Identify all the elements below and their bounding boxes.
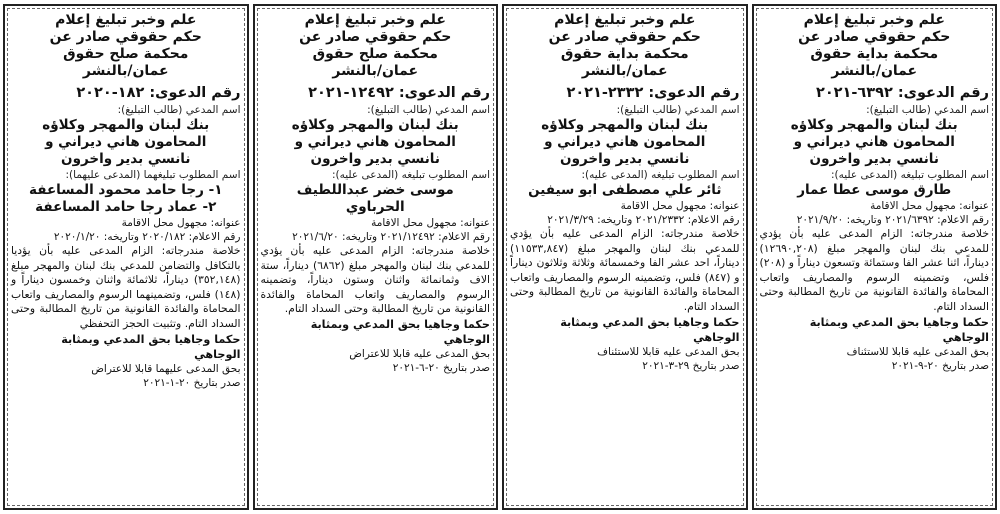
verdict-text: حكما وجاهيا بحق المدعي وبمثابة الوجاهي bbox=[560, 315, 740, 344]
notice-reference: رقم الاعلام: ٢٠٢١/٢٣٣٢ وتاريخه: ٢٠٢١/٣/٢٩ bbox=[547, 214, 740, 226]
issue-date: صدر بتاريخ ٢٠-٦-٢٠٢١ bbox=[392, 361, 490, 374]
notice-header: علم وخبر تبليغ إعلام حكم حقوقي صادر عن محكمة بداية حقوق عمان/بالنشر bbox=[548, 12, 701, 79]
plaintiff-label: اسم المدعي (طالب التبليغ): bbox=[616, 104, 740, 116]
plaintiff-name: بنك لبنان والمهجر وكلاؤه المحامون هاني ديراني و نانسي بدير واخرون bbox=[42, 117, 210, 167]
appeal-text: بحق المدعى عليهما قابلا للاعتراض bbox=[91, 362, 241, 375]
notice-card bbox=[502, 4, 748, 510]
address: عنوانه: مجهول محل الاقامة bbox=[371, 217, 490, 229]
defendant-label: اسم المطلوب تبليغه (المدعى عليه): bbox=[581, 169, 740, 181]
verdict-text: حكما وجاهيا بحق المدعي وبمثابة الوجاهي bbox=[61, 332, 241, 361]
issue-date: صدر بتاريخ ٢٠-١-٢٠٢١ bbox=[143, 376, 241, 389]
notice-reference: رقم الاعلام: ٢٠٢١/١٢٤٩٢ وتاريخه: ٢٠٢١/٦/٢٠ bbox=[292, 231, 490, 243]
summary-text: خلاصة مندرجاته: الزام المدعى عليه بأن يؤدي للمدعي بنك لبنان والمهجر مبلغ (٦٨٦٢) ديناراً، ستة الاف وثمانمائة واثنان وستون ديناراً، وتضمينه الرسوم والمصاريف واتعاب المحاماة والفائدة القانونية من تاريخ المطالبة وحتى السداد التام. bbox=[260, 244, 490, 316]
notice-card bbox=[752, 4, 998, 510]
plaintiff-name: بنك لبنان والمهجر وكلاؤه المحامون هاني ديراني و نانسي بدير واخرون bbox=[790, 117, 958, 167]
issue-date: صدر بتاريخ ٢٩-٣-٢٠٢١ bbox=[642, 359, 740, 372]
verdict-text: حكما وجاهيا بحق المدعي وبمثابة الوجاهي bbox=[809, 315, 989, 344]
plaintiff-label: اسم المدعي (طالب التبليغ): bbox=[866, 104, 989, 116]
notice-card bbox=[253, 4, 499, 510]
case-number: رقم الدعوى: ٦٣٩٢-٢٠٢١ bbox=[815, 85, 989, 101]
appeal-text: بحق المدعى عليه قابلا للاعتراض bbox=[349, 347, 490, 360]
case-number: رقم الدعوى: ١٨٢-٢٠٢٠ bbox=[76, 85, 241, 101]
notice-reference: رقم الاعلام: ٢٠٢١/٦٣٩٢ وتاريخه: ٢٠٢١/٩/٢٠ bbox=[796, 214, 989, 226]
notice-header: علم وخبر تبليغ إعلام حكم حقوقي صادر عن محكمة صلح حقوق عمان/بالنشر bbox=[49, 12, 202, 79]
plaintiff-label: اسم المدعي (طالب التبليغ): bbox=[367, 104, 490, 116]
appeal-text: بحق المدعى عليه قابلا للاستئناف bbox=[846, 345, 989, 358]
defendant-name: طارق موسى عطا عمار bbox=[797, 182, 952, 198]
summary-text: خلاصة مندرجاته: الزام المدعى عليه بأن يؤدي للمدعي بنك لبنان والمهجر مبلغ (١١٥٣٣,٨٤٧) ديناراً، احد عشر الفا وخمسمائة وثلاثة وثلاثون ديناراً و (٨٤٧) فلس، وتضمينه الرسوم والمصاريف واتعاب المحاماة والفائدة القانونية من تاريخ المطالبة وحتى السداد التام. bbox=[510, 227, 740, 313]
notice-header: علم وخبر تبليغ إعلام حكم حقوقي صادر عن محكمة بداية حقوق عمان/بالنشر bbox=[798, 12, 951, 79]
summary-text: خلاصة مندرجاته: الزام المدعى عليه بأن يؤديا بالتكافل والتضامن للمدعي بنك لبنان والمهجر مبلغ (٣٥٢,١٤٨) ديناراً، ثلاثمائة واثنان وخمسون ديناراً و (١٤٨) فلس، وتضمينهما الرسوم والمصاريف واتعاب المحاماة والفائدة القانونية من تاريخ المطالبة وحتى السداد التام. وتثبيت الحجز التحفظي bbox=[11, 244, 241, 330]
summary-text: خلاصة مندرجاته: الزام المدعى عليه بأن يؤدي للمدعي بنك لبنان والمهجر مبلغ (١٢٦٩٠,٢٠٨) ديناراً، اثنا عشر الفا وستمائة وتسعون ديناراً و (٢٠٨) فلس، وتضمينه الرسوم والمصاريف واتعاب المحاماة والفائدة القانونية من تاريخ المطالبة وحتى السداد التام. bbox=[759, 227, 989, 313]
defendant-label: اسم المطلوب تبليغهما (المدعى عليهما): bbox=[65, 169, 241, 181]
appeal-text: بحق المدعى عليه قابلا للاستئناف bbox=[597, 345, 740, 358]
issue-date: صدر بتاريخ ٢٠-٩-٢٠٢١ bbox=[891, 359, 989, 372]
defendant-name: ثائر علي مصطفى ابو سيفين bbox=[528, 182, 722, 198]
address: عنوانه: مجهول محل الاقامة bbox=[121, 217, 241, 229]
plaintiff-label: اسم المدعي (طالب التبليغ): bbox=[117, 104, 241, 116]
address: عنوانه: مجهول محل الاقامة bbox=[870, 200, 989, 212]
address: عنوانه: مجهول محل الاقامة bbox=[620, 200, 740, 212]
defendant-name: ١- رجا حامد محمود المساعفة ٢- عماد رجا حامد المساعفة bbox=[29, 182, 223, 215]
notice-card bbox=[3, 4, 249, 510]
plaintiff-name: بنك لبنان والمهجر وكلاؤه المحامون هاني ديراني و نانسي بدير واخرون bbox=[291, 117, 459, 167]
defendant-name: موسى خضر عبداللطيف الحرباوي bbox=[296, 182, 454, 215]
case-number: رقم الدعوى: ٢٣٣٢-٢٠٢١ bbox=[566, 85, 740, 101]
verdict-text: حكما وجاهيا بحق المدعي وبمثابة الوجاهي bbox=[310, 317, 490, 346]
defendant-label: اسم المطلوب تبليغه (المدعى عليه): bbox=[331, 169, 490, 181]
defendant-label: اسم المطلوب تبليغه (المدعى عليه): bbox=[830, 169, 989, 181]
notice-reference: رقم الاعلام: ٢٠٢٠/١٨٢ وتاريخه: ٢٠٢٠/١/٢٠ bbox=[53, 231, 241, 243]
plaintiff-name: بنك لبنان والمهجر وكلاؤه المحامون هاني ديراني و نانسي بدير واخرون bbox=[541, 117, 709, 167]
notice-header: علم وخبر تبليغ إعلام حكم حقوقي صادر عن محكمة صلح حقوق عمان/بالنشر bbox=[299, 12, 452, 79]
case-number: رقم الدعوى: ١٢٤٩٢-٢٠٢١ bbox=[308, 85, 490, 101]
